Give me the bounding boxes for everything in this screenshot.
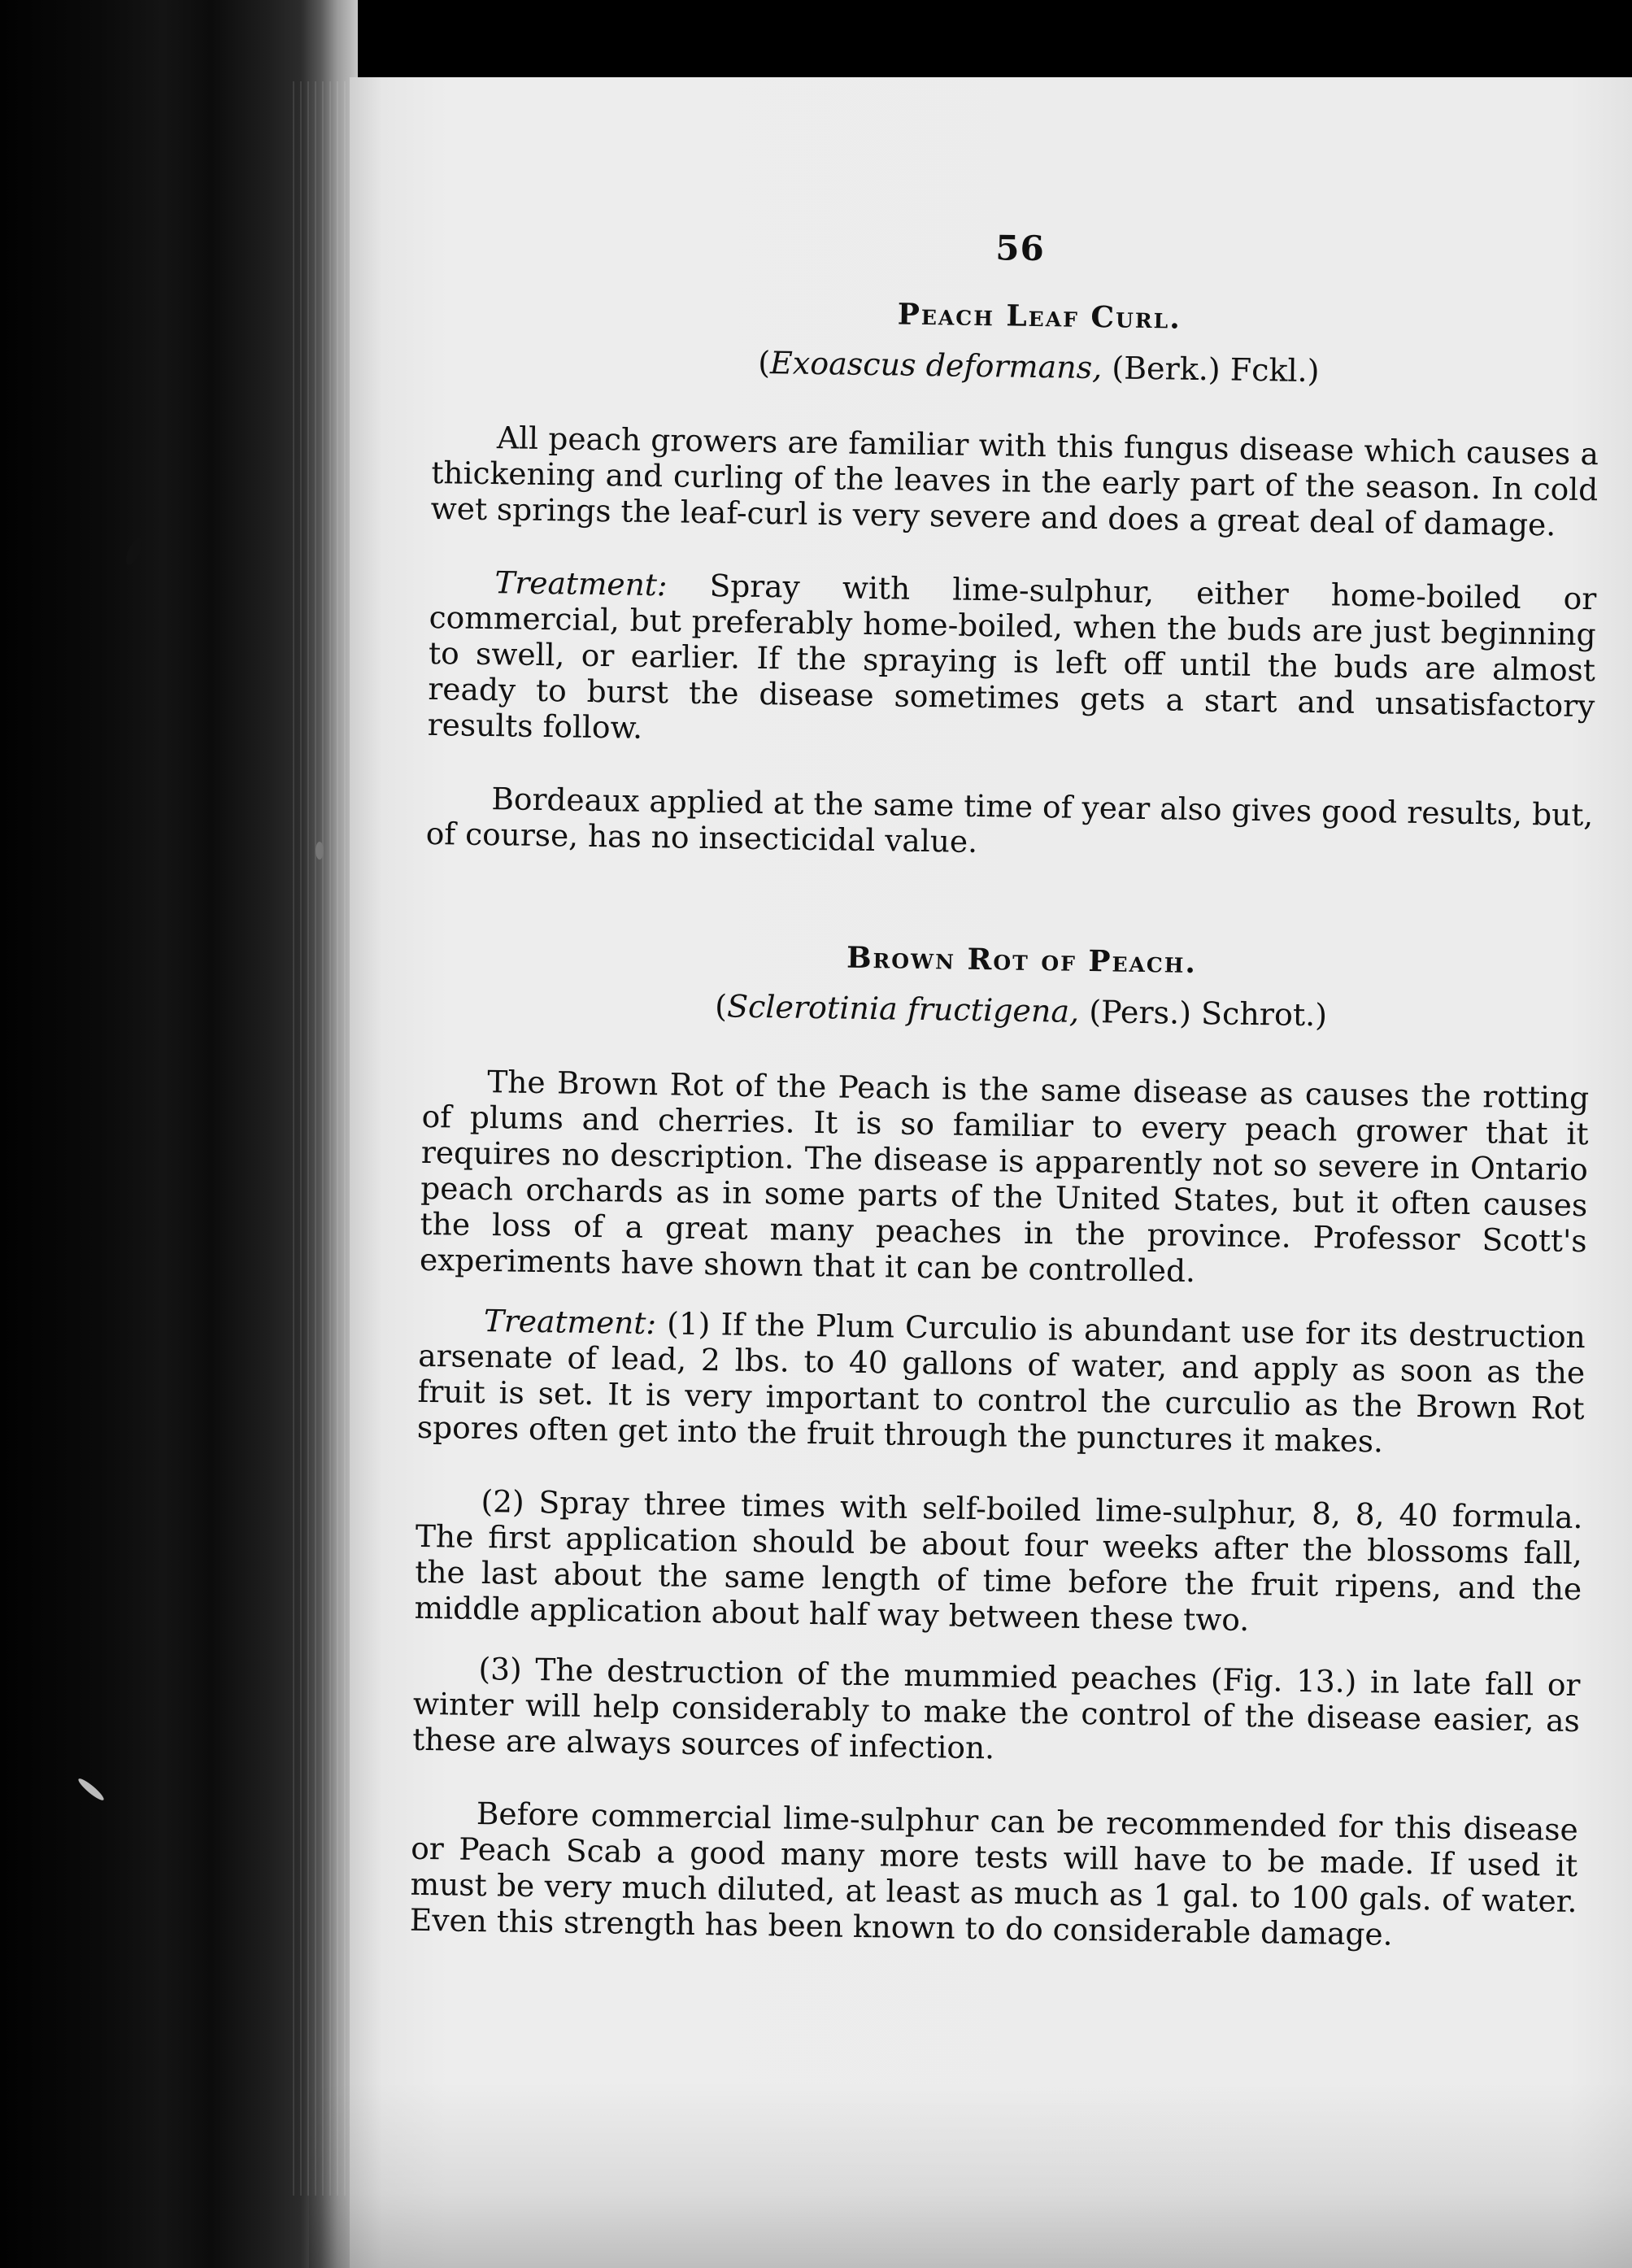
paragraph bbox=[414, 1482, 1582, 1643]
section-title: Brown Rot of Peach. bbox=[846, 940, 1198, 981]
paragraph-text: (3) The destruction of the mummied peaches (Fig. 13.) in late fall or winter will help considerably to make the control of the disease easier, as these are always sources of infection. bbox=[411, 1651, 1581, 1766]
paragraph-label: Treatment: bbox=[483, 1303, 657, 1342]
paragraph-text: Bordeaux applied at the same time of year also gives good results, but, of course, has no insecticidal value. bbox=[425, 781, 1594, 860]
species-authority: (Berk.) Fckl.) bbox=[1112, 350, 1320, 389]
page-number: 56 bbox=[994, 228, 1046, 269]
paragraph-text: (1) If the Plum Curculio is abundant use for its destruction arsenate of lead, 2 lbs. to 40 gallons of water, and apply as soon as the fruit is set. It is very important to control the curculio as the Brown Rot spores often get into the fruit through the punctures it makes. bbox=[416, 1305, 1586, 1460]
species-name: Sclerotinia fructigena, bbox=[726, 988, 1080, 1030]
binding-page-edges bbox=[293, 81, 358, 2196]
paragraph-text: (2) Spray three times with self-boiled lime-sulphur, 8, 8, 40 formula. The first application should be about four weeks after the blossoms fall, the last about the same length of time before the fruit ripens, and the middle application about half way between these two. bbox=[414, 1483, 1583, 1639]
section-brown-rot bbox=[423, 933, 1578, 1039]
species-authority: (Pers.) Schrot.) bbox=[1088, 994, 1328, 1034]
section-subtitle: (Exoascus deformans, (Berk.) Fckl.) bbox=[757, 344, 1320, 389]
section-subtitle: (Sclerotinia fructigena, (Pers.) Schrot.) bbox=[714, 988, 1328, 1034]
paragraph-text: The Brown Rot of the Peach is the same disease as causes the rotting of plums and cherries. It is so familiar to every peach grower that it requires no description. The disease is apparently not so severe in Ontario peach orchards as in some parts of the United States, but it often causes the loss of a great many peaches in the province. Professor Scott's experiments have shown that it can be controlled. bbox=[419, 1064, 1590, 1290]
paragraph-label: Treatment: bbox=[494, 564, 668, 603]
paragraph-text: Spray with lime-sulphur, either home-boiled or commercial, but preferably home-boiled, when the buds are just beginning to swell, or earlier. If the spraying is left off until the buds are almost ready to burst the disease sometimes gets a start and unsatisfactory results follow. bbox=[427, 568, 1597, 747]
paragraph bbox=[420, 1063, 1590, 1295]
page-bottom-shadow bbox=[309, 2082, 1632, 2268]
paragraph-text: All peach growers are familiar with this fungus disease which causes a thickening and curling of the leaves in the early part of the season. In cold wet springs the leaf-curl is very severe and does a great deal of damage. bbox=[430, 420, 1599, 543]
page-content bbox=[410, 220, 1602, 1955]
paragraph bbox=[410, 1795, 1578, 1955]
paragraph bbox=[430, 419, 1599, 543]
paragraph bbox=[412, 1650, 1581, 1774]
section-title: Peach Leaf Curl. bbox=[897, 297, 1182, 336]
section-peach-leaf-curl bbox=[433, 289, 1596, 395]
margin-mark bbox=[316, 842, 324, 860]
species-name: Exoascus deformans, bbox=[769, 344, 1103, 385]
paragraph-text: Before commercial lime-sulphur can be recommended for this disease or Peach Scab a good many more tests will have to be made. If used it must be very much diluted, at least as much as 1 gal. to 100 gals. of water. Even this strength has been known to do considerable damage. bbox=[409, 1796, 1579, 1953]
paragraph bbox=[427, 564, 1596, 760]
paragraph bbox=[417, 1302, 1586, 1462]
